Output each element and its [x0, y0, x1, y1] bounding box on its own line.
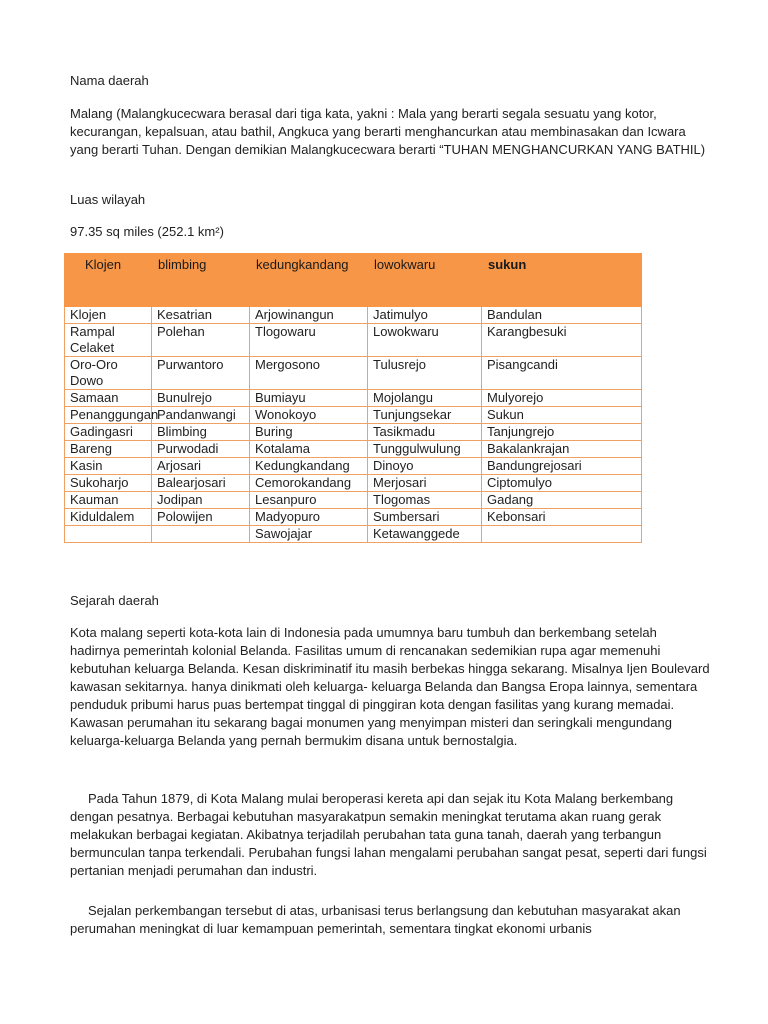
sejarah-paragraph-3: Sejalan perkembangan tersebut di atas, urbanisasi terus berlangsung dan kebutuhan masyarakat akan perumahan meningkat di luar kemampuan pemerintah, sementara tingkat ekonomi urbanis: [70, 903, 681, 936]
table-cell: Polehan: [152, 324, 250, 357]
table-cell: Oro-Oro Dowo: [65, 357, 152, 390]
table-cell: Tunjungsekar: [368, 407, 482, 424]
table-cell: Bareng: [65, 441, 152, 458]
table-cell: Sawojajar: [250, 526, 368, 543]
table-cell: Ciptomulyo: [482, 475, 642, 492]
table-cell: Kedungkandang: [250, 458, 368, 475]
table-cell: [65, 526, 152, 543]
table-cell: Kotalama: [250, 441, 368, 458]
table-row: [65, 407, 642, 424]
table-cell: Tlogowaru: [250, 324, 368, 357]
table-row: [65, 441, 642, 458]
table-cell: Sukun: [482, 407, 642, 424]
table-cell: Bunulrejo: [152, 390, 250, 407]
table-cell: Arjosari: [152, 458, 250, 475]
table-cell: Rampal Celaket: [65, 324, 152, 357]
table-cell: Penanggungan: [65, 407, 152, 424]
table-header-row: [65, 254, 642, 307]
nama-paragraph: Malang (Malangkucecwara berasal dari tiga kata, yakni : Mala yang berarti segala sesuatu yang kotor, kecurangan, kepalsuan, atau bathil, Angkuca yang berarti menghancurkan atau membinasakan dan Icwara yang berarti Tuhan. Dengan demikian Malangkucecwara berarti “TUHAN MENGHANCURKAN YANG BATHIL): [70, 106, 706, 157]
table-row: [65, 492, 642, 509]
table-cell: Buring: [250, 424, 368, 441]
heading-nama-daerah: Nama daerah: [70, 73, 149, 88]
table-cell: Gadingasri: [65, 424, 152, 441]
header-blimbing: blimbing: [152, 254, 250, 307]
table-body: [65, 307, 642, 543]
table-cell: [482, 526, 642, 543]
table-cell: Madyopuro: [250, 509, 368, 526]
table-cell: Kesatrian: [152, 307, 250, 324]
table-cell: Mojolangu: [368, 390, 482, 407]
table-cell: Tanjungrejo: [482, 424, 642, 441]
table-cell: Sukoharjo: [65, 475, 152, 492]
table-cell: Arjowinangun: [250, 307, 368, 324]
table-cell: Ketawanggede: [368, 526, 482, 543]
table-cell: Tunggulwulung: [368, 441, 482, 458]
table-row: [65, 526, 642, 543]
header-lowokwaru: lowokwaru: [368, 254, 482, 307]
sejarah-paragraph-1: Kota malang seperti kota-kota lain di Indonesia pada umumnya baru tumbuh dan berkembang setelah hadirnya pemerintah kolonial Belanda. Fasilitas umum di rencanakan sedemikian rupa agar memenuhi kebutuhan keluarga Belanda. Kesan diskriminatif itu masih berbekas hingga sekarang. Misalnya Ijen Boulevard kawasan sekitarnya. hanya dinikmati oleh keluarga- keluarga Belanda dan Bangsa Eropa lainnya, sementara penduduk pribumi harus puas bertempat tinggal di pinggiran kota dengan fasilitas yang kurang memadai. Kawasan perumahan itu sekarang bagai monumen yang menyimpan misteri dan seringkali mengundang keluarga-keluarga Belanda yang pernah bermukim disana untuk bernostalgia.: [70, 625, 710, 748]
table-cell: Kebonsari: [482, 509, 642, 526]
header-kedungkandang: kedungkandang: [250, 254, 368, 307]
table-cell: Mergosono: [250, 357, 368, 390]
table-cell: [152, 526, 250, 543]
district-table: [64, 253, 642, 543]
table-cell: Samaan: [65, 390, 152, 407]
table-cell: Kiduldalem: [65, 509, 152, 526]
table-cell: Jodipan: [152, 492, 250, 509]
sejarah-paragraph-2: Pada Tahun 1879, di Kota Malang mulai beroperasi kereta api dan sejak itu Kota Malang berkembang dengan pesatnya. Berbagai kebutuhan masyarakatpun semakin meningkat terutama akan ruang gerak melakukan berbagai kegiatan. Akibatnya terjadilah perubahan tata guna tanah, daerah yang terbangun bermunculan tanpa terkendali. Perubahan fungsi lahan mengalami perubahan sangat pesat, seperti dari fungsi pertanian menjadi perumahan dan industri.: [70, 791, 707, 878]
table-cell: Tulusrejo: [368, 357, 482, 390]
table-row: [65, 357, 642, 390]
header-klojen: Klojen: [65, 254, 152, 307]
table-cell: Purwodadi: [152, 441, 250, 458]
table-row: [65, 509, 642, 526]
table-row: [65, 307, 642, 324]
table-cell: Polowijen: [152, 509, 250, 526]
table-cell: Tasikmadu: [368, 424, 482, 441]
table-cell: Karangbesuki: [482, 324, 642, 357]
table-cell: Kauman: [65, 492, 152, 509]
table-cell: Bumiayu: [250, 390, 368, 407]
table-cell: Lowokwaru: [368, 324, 482, 357]
table-cell: Bandulan: [482, 307, 642, 324]
table-cell: Gadang: [482, 492, 642, 509]
table-cell: Bakalankrajan: [482, 441, 642, 458]
table-cell: Merjosari: [368, 475, 482, 492]
table-cell: Balearjosari: [152, 475, 250, 492]
table-row: [65, 324, 642, 357]
table-cell: Sumbersari: [368, 509, 482, 526]
header-sukun: sukun: [482, 254, 642, 307]
table-row: [65, 390, 642, 407]
table-cell: Purwantoro: [152, 357, 250, 390]
table-row: [65, 424, 642, 441]
table-row: [65, 458, 642, 475]
heading-sejarah-daerah: Sejarah daerah: [70, 593, 159, 608]
table-cell: Wonokoyo: [250, 407, 368, 424]
table-cell: Tlogomas: [368, 492, 482, 509]
table-cell: Cemorokandang: [250, 475, 368, 492]
table-cell: Mulyorejo: [482, 390, 642, 407]
table-cell: Kasin: [65, 458, 152, 475]
table-cell: Bandungrejosari: [482, 458, 642, 475]
table-cell: Blimbing: [152, 424, 250, 441]
table-cell: Klojen: [65, 307, 152, 324]
table-cell: Pisangcandi: [482, 357, 642, 390]
luas-value: 97.35 sq miles (252.1 km²): [70, 224, 224, 239]
table-cell: Jatimulyo: [368, 307, 482, 324]
table-cell: Pandanwangi: [152, 407, 250, 424]
heading-luas-wilayah: Luas wilayah: [70, 192, 146, 207]
table-cell: Lesanpuro: [250, 492, 368, 509]
table-row: [65, 475, 642, 492]
table-cell: Dinoyo: [368, 458, 482, 475]
